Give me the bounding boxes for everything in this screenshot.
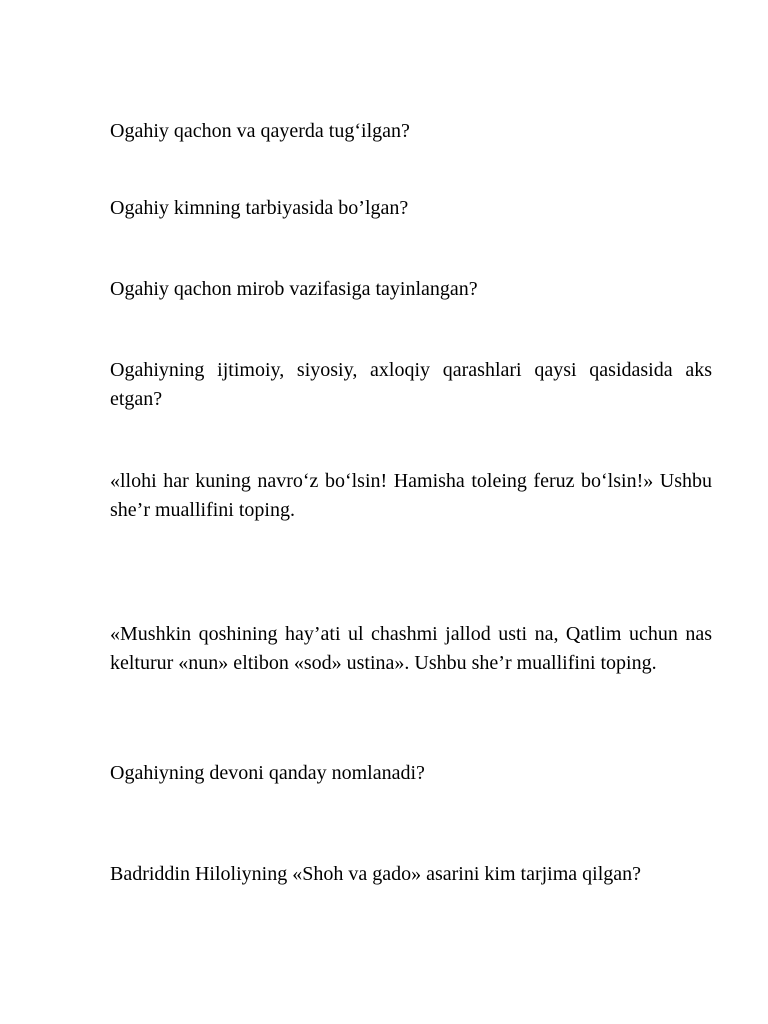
question-1: Ogahiy qachon va qayerda tug‘ilgan? xyxy=(110,120,410,142)
question-5: «llohi har kuning navro‘z bo‘lsin! Hamisha toleing feruz bo‘lsin!» Ushbu she’r muallifini toping. xyxy=(110,470,712,521)
question-7: Ogahiyning devoni qanday nomlanadi? xyxy=(110,762,425,784)
question-2: Ogahiy kimning tarbiyasida bo’lgan? xyxy=(110,197,409,219)
question-6: «Mushkin qoshining hay’ati ul chashmi jallod usti na, Qatlim uchun nas kelturur «nun» eltibon «sod» ustina». Ushbu she’r muallifini toping. xyxy=(110,623,712,674)
question-3: Ogahiy qachon mirob vazifasiga tayinlangan? xyxy=(110,278,478,300)
question-8: Badriddin Hiloliyning «Shoh va gado» asarini kim tarjima qilgan? xyxy=(110,863,642,885)
question-4: Ogahiyning ijtimoiy, siyosiy, axloqiy qarashlari qaysi qasidasida aks etgan? xyxy=(110,359,712,410)
